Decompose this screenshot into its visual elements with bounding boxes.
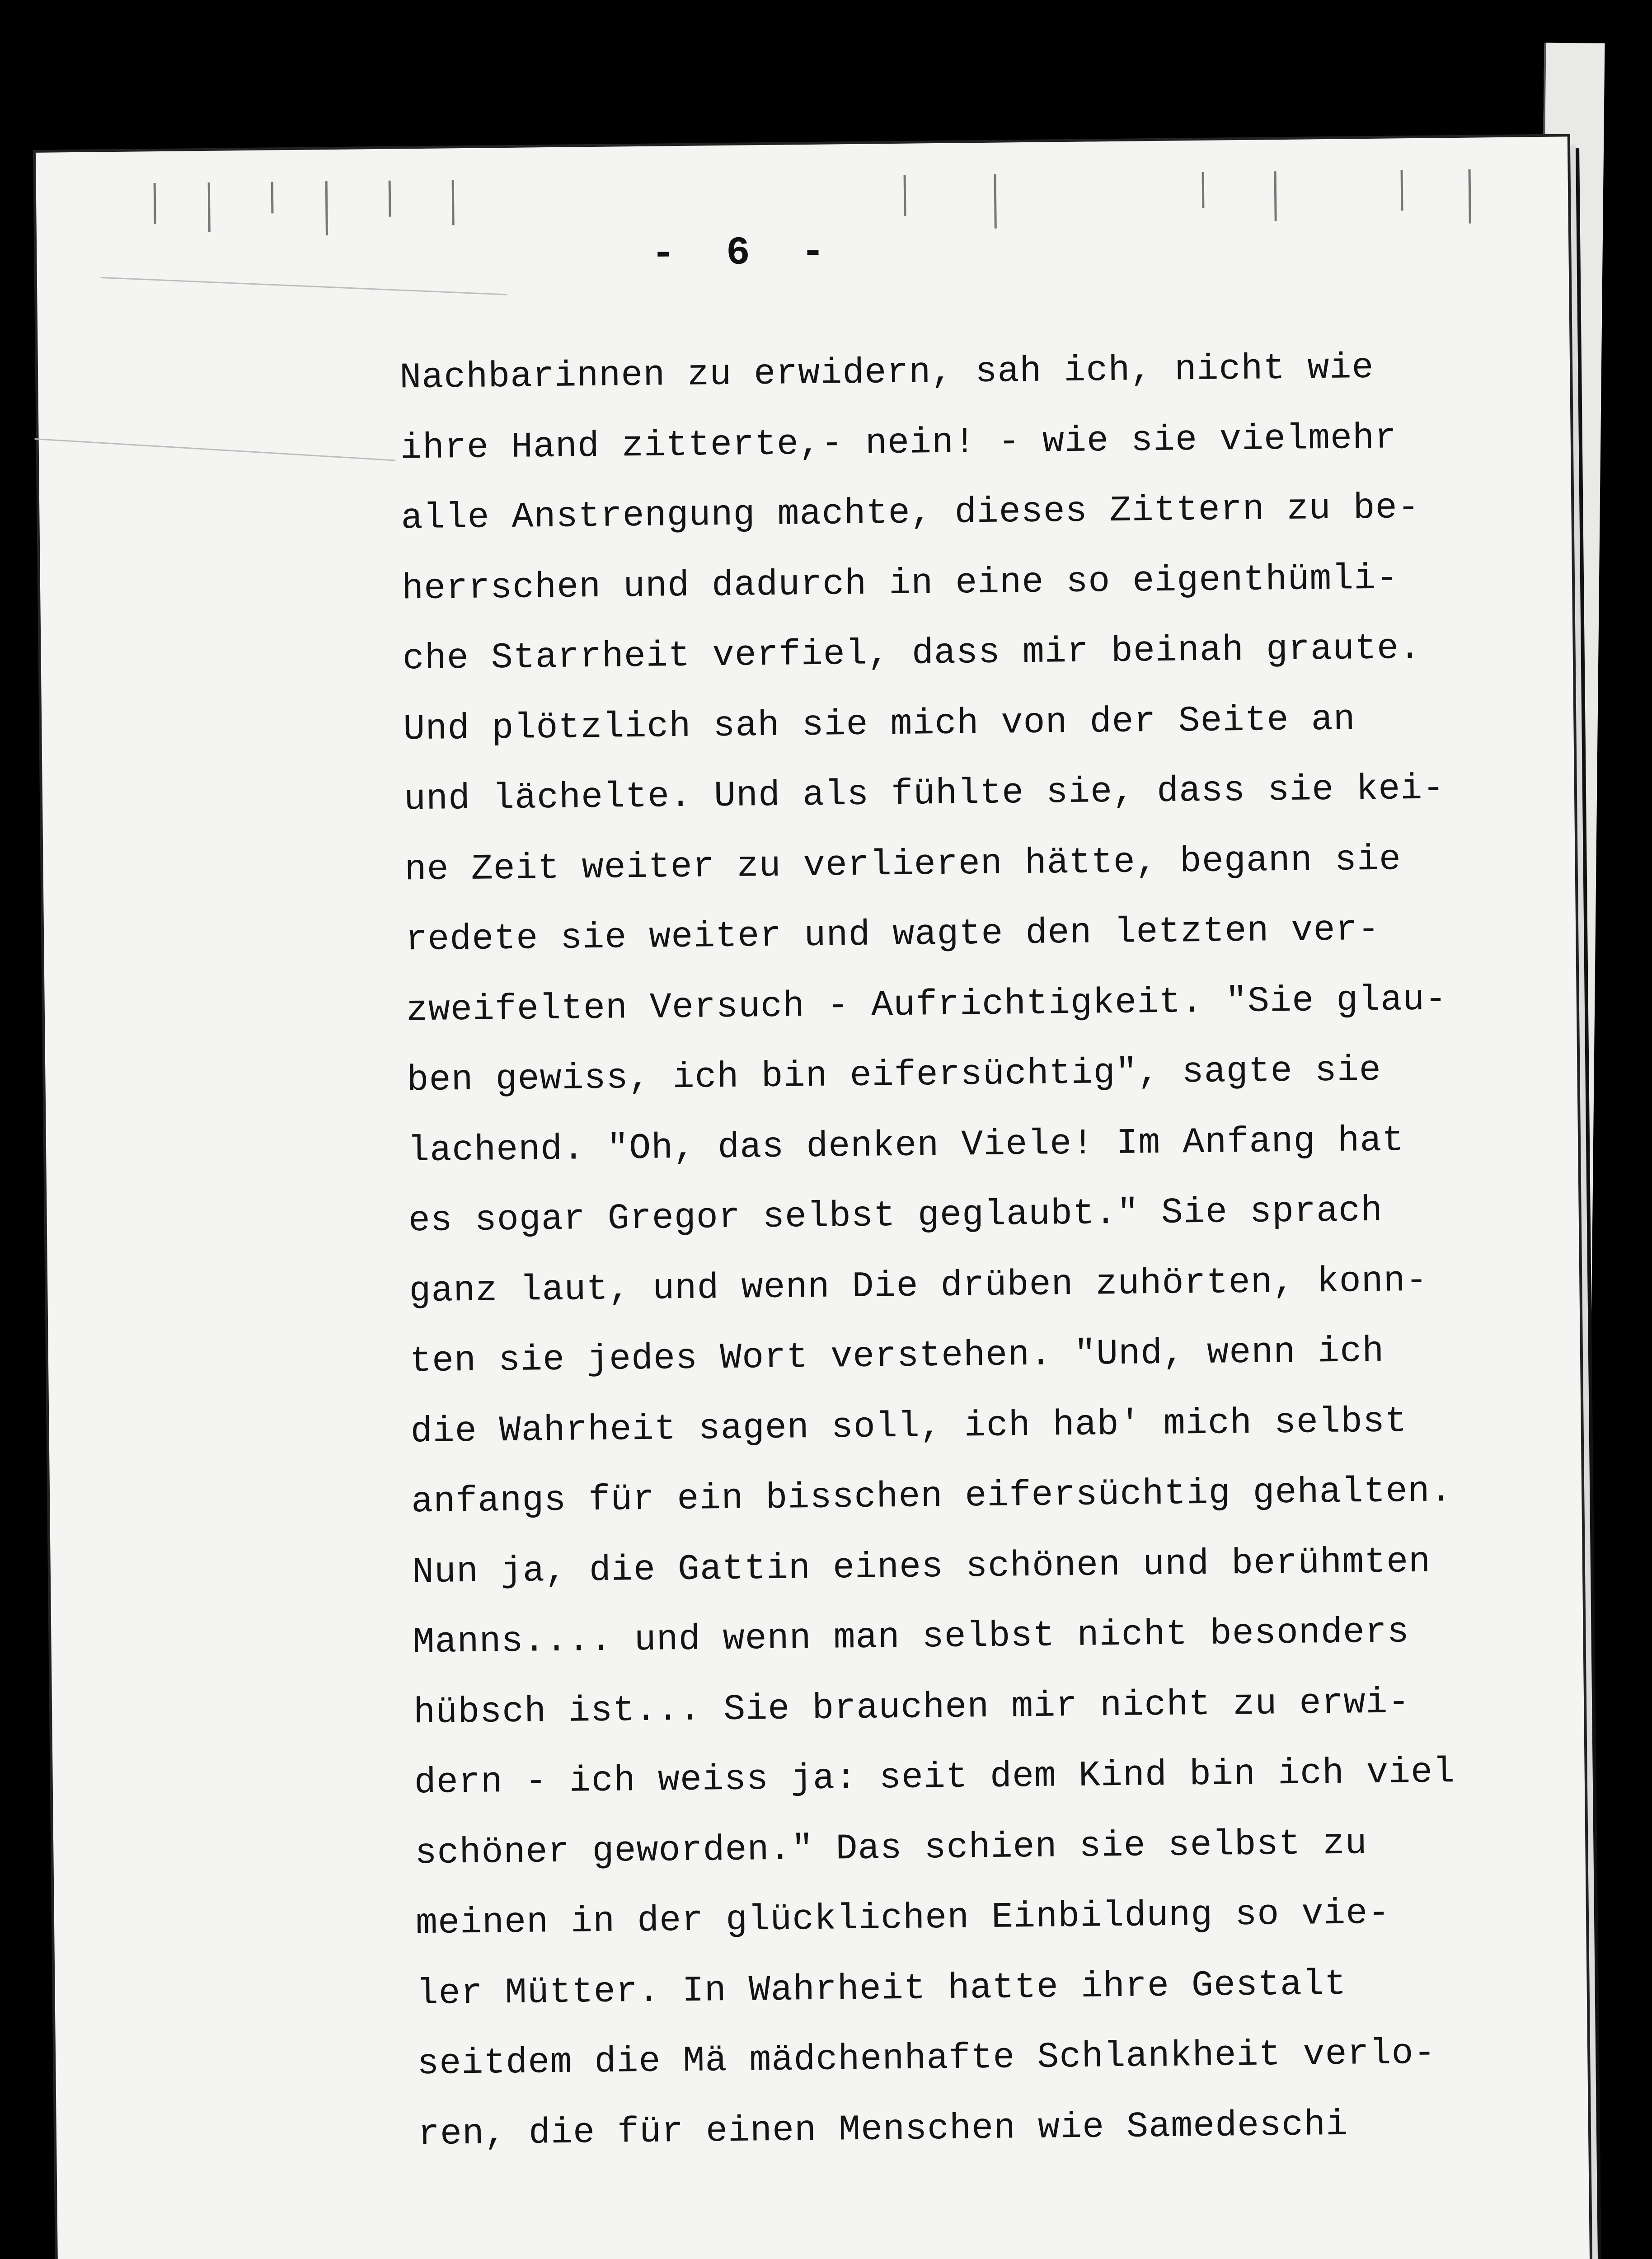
page-number: - 6 - <box>651 230 839 277</box>
paper-crease <box>100 277 507 295</box>
text-line: seitdem die Mä mädchenhafte Schlankheit verlo- <box>417 2033 1436 2085</box>
text-line: schöner geworden." Das schien sie selbst zu <box>414 1823 1368 1874</box>
text-line: Nachbarinnen zu erwidern, sah ich, nicht wie <box>399 347 1374 399</box>
text-line: ne Zeit weiter zu verlieren hätte, begann sie <box>404 839 1402 890</box>
text-line: redete sie weiter und wagte den letzten ver- <box>405 909 1380 961</box>
text-line: ren, die für einen Menschen wie Samedeschi <box>418 2104 1348 2155</box>
text-line: ihre Hand zitterte,- nein! - wie sie vielmehr <box>400 417 1397 469</box>
body-text <box>399 332 1525 2170</box>
text-line: meinen in der glücklichen Einbildung so vie- <box>415 1893 1390 1945</box>
text-line: dern - ich weiss ja: seit dem Kind bin ich viel <box>414 1752 1455 1804</box>
text-line: lachend. "Oh, das denken Viele! Im Anfang hat <box>407 1120 1404 1172</box>
text-line: ganz laut, und wenn Die drüben zuhörten, konn- <box>408 1260 1428 1312</box>
text-line: hübsch ist... Sie brauchen mir nicht zu erwi- <box>413 1682 1410 1734</box>
text-line: ler Mütter. In Wahrheit hatte ihre Gestalt <box>416 1964 1347 2015</box>
text-line: Nun ja, die Gattin eines schönen und berühmten <box>412 1541 1431 1593</box>
text-line: ten sie jedes Wort verstehen. "Und, wenn ich <box>409 1331 1384 1383</box>
text-line: herrschen und dadurch in eine so eigenthümli- <box>401 558 1399 609</box>
text-line: Und plötzlich sah sie mich von der Seite an <box>403 698 1356 750</box>
paper-crease <box>34 438 395 461</box>
text-line: es sogar Gregor selbst geglaubt." Sie sprach <box>408 1190 1383 1242</box>
text-line: und lächelte. Und als fühlte sie, dass sie kei- <box>404 768 1445 820</box>
text-line: che Starrheit verfiel, dass mir beinah graute. <box>402 628 1422 680</box>
text-line: anfangs für ein bisschen eifersüchtig gehalten. <box>411 1471 1453 1523</box>
text-line: Manns.... und wenn man selbst nicht besonders <box>413 1612 1410 1664</box>
text-line: ben gewiss, ich bin eifersüchtig", sagte sie <box>407 1050 1382 1101</box>
text-line: zweifelten Versuch - Aufrichtigkeit. "Sie glau- <box>406 979 1447 1031</box>
text-line: die Wahrheit sagen soll, ich hab' mich selbst <box>410 1401 1408 1453</box>
typewritten-page <box>36 136 1591 2259</box>
text-line: alle Anstrengung machte, dieses Zittern zu be- <box>401 487 1420 539</box>
